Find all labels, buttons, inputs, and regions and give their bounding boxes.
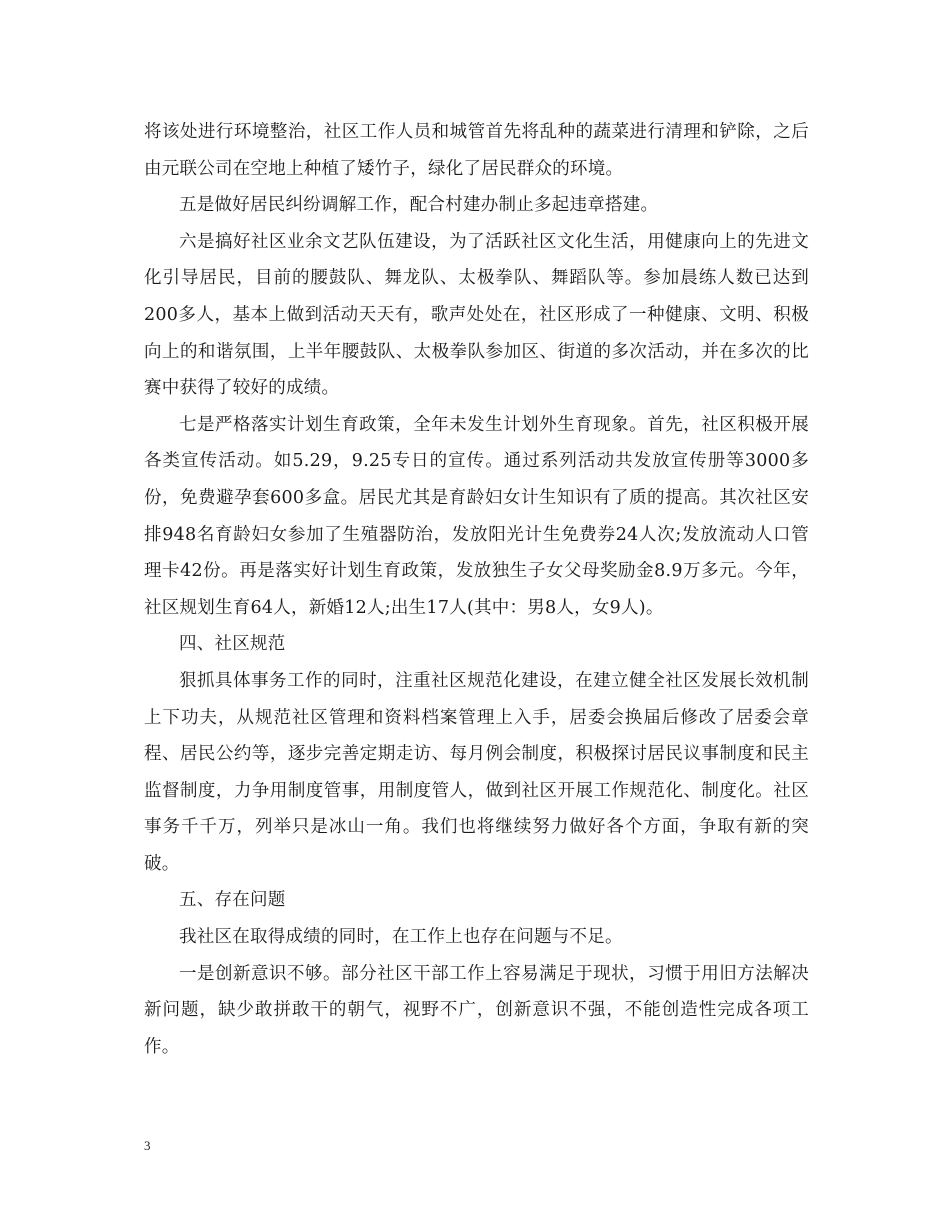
paragraph-environment: 将该处进行环境整治，社区工作人员和城管首先将乱种的蔬菜进行清理和铲除，之后由元联公司在空地上种植了矮竹子，绿化了居民群众的环境。 [144, 122, 809, 179]
paragraph-dispute-mediation: 五是做好居民纠纷调解工作，配合村建办制止多起违章搭建。 [179, 195, 659, 216]
paragraph-innovation: 一是创新意识不够。部分社区干部工作上容易满足于现状，习惯于用旧方法解决新问题，缺少敢拼敢干的朝气，视野不广，创新意识不强，不能创造性完成各项工作。 [144, 963, 809, 1057]
paragraph-problems-intro: 我社区在取得成绩的同时，在工作上也存在问题与不足。 [179, 927, 623, 948]
section-heading-problems: 五、存在问题 [179, 890, 286, 911]
document-body [144, 114, 809, 1065]
paragraph-community-norms: 狠抓具体事务工作的同时，注重社区规范化建设，在建立健全社区发展长效机制上下功夫，从规范社区管理和资料档案管理上入手，居委会换届后修改了居委会章程、居民公约等，逐步完善定期走访、每月例会制度，积极探讨居民议事制度和民主监督制度，力争用制度管事，用制度管人，做到社区开展工作规范化、制度化。社区事务千千万，列举只是冰山一角。我们也将继续努力做好各个方面，争取有新的突破。 [144, 670, 809, 874]
page-number: 3 [144, 1138, 151, 1153]
section-heading-community-norms: 四、社区规范 [179, 634, 286, 655]
paragraph-culture-teams: 六是搞好社区业余文艺队伍建设，为了活跃社区文化生活，用健康向上的先进文化引导居民，目前的腰鼓队、舞龙队、太极拳队、舞蹈队等。参加晨练人数已达到200多人，基本上做到活动天天有，歌声处处在，社区形成了一种健康、文明、积极向上的和谐氛围，上半年腰鼓队、太极拳队参加区、街道的多次活动，并在多次的比赛中获得了较好的成绩。 [144, 231, 809, 399]
paragraph-family-planning: 七是严格落实计划生育政策，全年未发生计划外生育现象。首先，社区积极开展各类宣传活动。如5.29，9.25专日的宣传。通过系列活动共发放宣传册等3000多份，免费避孕套600多盒。居民尤其是育龄妇女计生知识有了质的提高。其次社区安排948名育龄妇女参加了生殖器防治，发放阳光计生免费券24人次;发放流动人口管理卡42份。再是落实好计划生育政策，发放独生子女父母奖励金8.9万多元。今年，社区规划生育64人，新婚12人;出生17人(其中：男8人，女9人)。 [144, 414, 809, 618]
